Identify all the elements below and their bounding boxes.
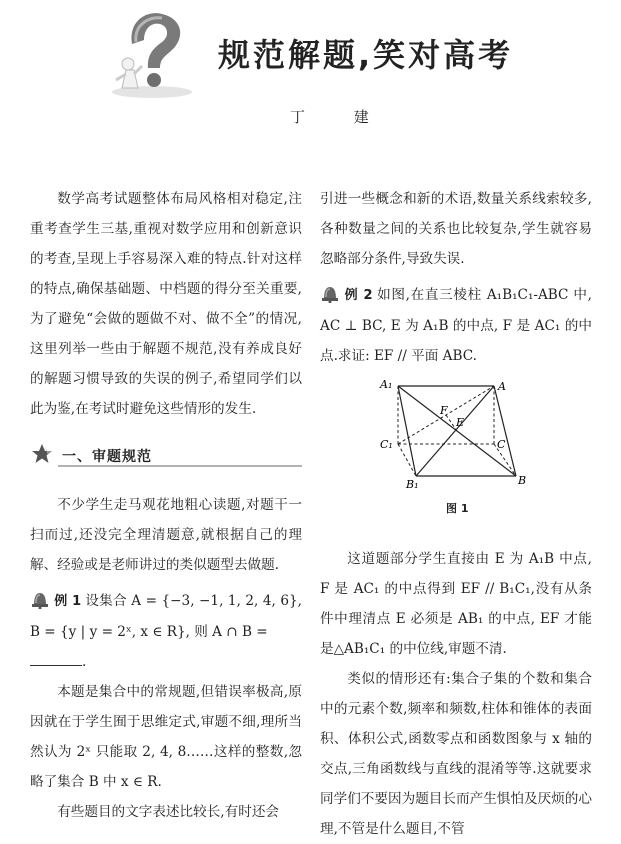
vertex-label-b: B [518,474,527,487]
vertex-label-a: A [498,380,506,393]
prism-figure [376,376,536,490]
paragraph-3: 有些题目的文字表述比较长,有时还会 [57,804,280,820]
right-column-body [320,544,592,844]
example-2-label: 例 2 [344,288,373,303]
author-name: 丁 建 [290,108,391,126]
vertex-label-b1: B₁ [406,478,419,490]
example-1-label: 例 1 [54,594,82,609]
example-2-text: 如图,在直三棱柱 A₁B₁C₁-ABC 中, AC ⊥ BC, E 为 A₁B 的中点, F 是 AC₁ 的中点.求证: EF // 平面 ABC. [320,287,592,364]
answer-blank [30,655,82,666]
right-paragraph-last: 类似的情形还有:集合子集的个数和集合中的元素个数,频率和频数,柱体和锥体的表面积、体积公式,函数零点和函数图象与 x 轴的交点,三角函数线与直线的混淆等等.这就要求同学们不要因为题目长而产生惧怕及厌烦的心理,不管是什么题目,不管 [320,671,592,837]
page-title: 规范解题,笑对高考 [218,36,514,74]
paragraph-2: 本题是集合中的常规题,但错误率极高,原因就在于学生囿于思维定式,审题不细,理所当然认为 2ˣ 只能取 2, 4, 8……这样的整数,忽略了集合 B 中 x ∈ R. [30,684,302,790]
figure-caption: 图 1 [446,502,469,515]
paragraph-1: 不少学生走马观花地粗心读题,对题干一扫而过,还没完全理清题意,就根据自己的理解、经验或是老师讲过的类似题型去做题. [30,497,302,573]
question-mark-figure-icon [104,6,194,100]
left-column-body [30,490,302,827]
vertex-label-c1: C₁ [380,438,393,451]
section-title: 一、审题规范 [62,449,152,465]
point-label-e: E [456,416,465,429]
right-paragraph-after: 这道题部分学生直接由 E 为 A₁B 中点, F 是 AC₁ 的中点得到 EF // B₁C₁,没有从条件中理清点 E 必须是 AB₁ 的中点, EF 才能是△AB₁C₁ 的中位线,审题不清. [320,551,592,657]
intro-paragraph: 数学高考试题整体布局风格相对稳定,注重考查学生三基,重视对数学应用和创新意识的考查,呈现上手容易深入难的特点.针对这样的特点,确保基础题、中档题的得分至关重要,为了避免“会做的题做不对、做不全”的情况,这里列举一些由于解题不规范,没有养成良好的解题习惯导致的失误的例子,希望同学们以此为鉴,在考试时避免这些情形的发生. [30,191,302,417]
example-1-end: . [82,654,87,670]
right-paragraph-top: 引进一些概念和新的术语,数量关系线索较多,各种数量之间的关系也比较复杂,学生就容易忽略部分条件,导致失误. [320,191,592,267]
left-column-intro [30,184,302,424]
example-1-text: 设集合 A = {−3, −1, 1, 2, 4, 6}, B = {y | y = 2ˣ, x ∈ R}, 则 A ∩ B = [30,593,303,640]
vertex-label-c: C [497,438,506,451]
vertex-label-a1: A₁ [380,378,393,391]
bell-icon [30,591,50,609]
example-2 [320,280,592,371]
right-column-top [320,184,592,371]
bell-icon [320,285,340,303]
point-label-f: F [440,404,448,417]
example-1 [30,586,302,677]
